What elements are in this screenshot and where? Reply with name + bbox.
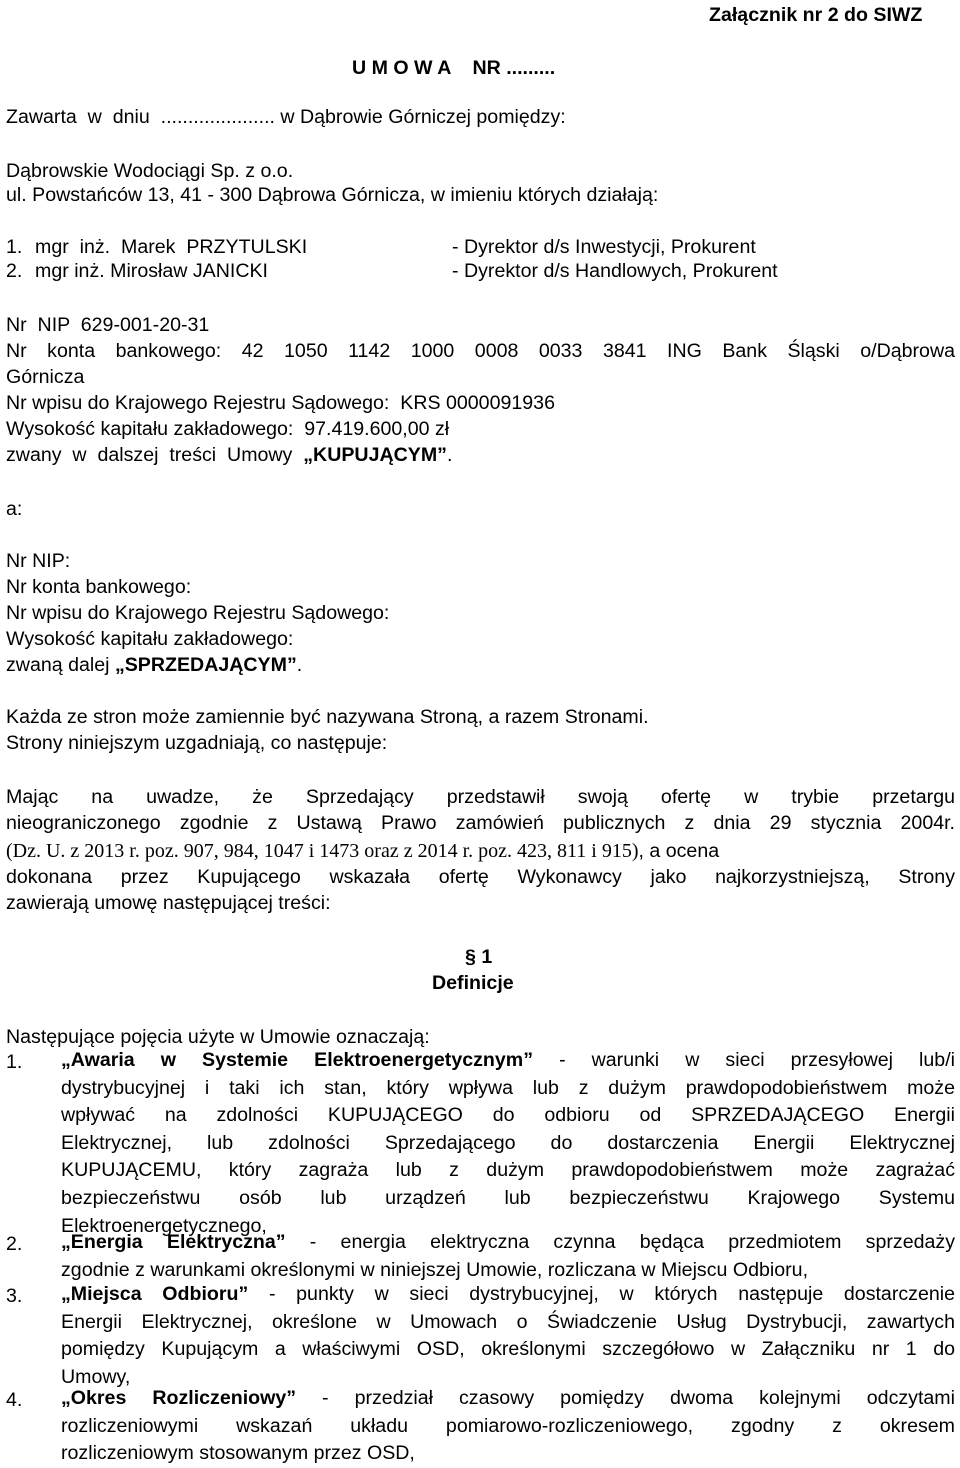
buyer-called-prefix: zwany w dalszej treści Umowy — [6, 444, 304, 466]
definition-1-line — [61, 1047, 955, 1075]
definition-1-num: 1. — [6, 1051, 23, 1073]
definition-4-num: 4. — [6, 1389, 23, 1411]
definition-1-line: Elektroenergetycznego, — [61, 1214, 267, 1237]
buyer-called — [6, 442, 452, 468]
definition-1-line: KUPUJĄCEMU, który zagraża lub z dużym prawdopodobieństwem może zagrażać — [61, 1159, 955, 1182]
seller-nip: Nr NIP: — [6, 550, 71, 572]
intro-line-1: Mając na uwadze, że Sprzedający przedstawił swoją ofertę w trybie przetargu — [6, 786, 955, 808]
definition-3-line: Energii Elektrycznej, określone w Umowach o Świadczenie Usług Dystrybucji, zawartych — [61, 1310, 955, 1333]
parties-line-1: Każda ze stron może zamiennie być nazywana Stroną, a razem Stronami. — [6, 706, 649, 728]
definition-3-line: Umowy, — [61, 1365, 131, 1388]
buyer-address: ul. Powstańców 13, 41 - 300 Dąbrowa Górnicza, w imieniu których działają: — [6, 184, 659, 206]
and-label: a: — [6, 498, 23, 520]
attachment-label: Załącznik nr 2 do SIWZ — [709, 4, 923, 26]
intro-line-5: zawierają umowę następującej treści: — [6, 892, 331, 914]
intro-line-3 — [6, 838, 719, 864]
seller-called-prefix: zwaną dalej — [6, 654, 115, 676]
buyer-account-line1: Nr konta bankowego: 42 1050 1142 1000 0008 0033 3841 ING Bank Śląski o/Dąbrowa — [6, 340, 955, 362]
definition-1-text: - warunki w sieci przesyłowej lub/i — [533, 1049, 955, 1071]
buyer-account-line2: Górnicza — [6, 366, 85, 388]
intro-line-3-rest: , a ocena — [638, 840, 720, 862]
definitions-intro: Następujące pojęcia użyte w Umowie oznaczają: — [6, 1026, 430, 1048]
definition-4-line: rozliczeniowym stosowanym przez OSD, — [61, 1442, 415, 1465]
rep-2-name: mgr inż. Mirosław JANICKI — [35, 260, 268, 282]
buyer-name: Dąbrowskie Wodociągi Sp. z o.o. — [6, 160, 294, 182]
rep-2-role: - Dyrektor d/s Handlowych, Prokurent — [452, 260, 778, 282]
seller-called-suffix: . — [296, 654, 303, 676]
buyer-nip: Nr NIP 629-001-20-31 — [6, 314, 210, 336]
contract-title: U M O W A NR ......... — [352, 57, 556, 79]
definition-3-line — [61, 1281, 955, 1309]
parties-line-2: Strony niniejszym uzgadniają, co następuje: — [6, 732, 388, 754]
definition-1-line: wpływać na zdolności KUPUJĄCEGO do odbioru od SPRZEDAJĄCEGO Energii — [61, 1104, 955, 1127]
definition-1-line: dystrybucyjnej i taki ich stan, który wpływa lub z dużym prawdopodobieństwem może — [61, 1076, 955, 1099]
definition-1-line: Elektrycznej, lub zdolności Sprzedającego do dostarczenia Energii Elektrycznej — [61, 1131, 955, 1154]
rep-1-num: 1. — [6, 236, 23, 258]
seller-called-name: „SPRZEDAJĄCYM” — [114, 654, 297, 676]
concluded-line: Zawarta w dniu ..................... w Dąbrowie Górniczej pomiędzy: — [6, 106, 566, 128]
definition-1-line: bezpieczeństwu osób lub urządzeń lub bezpieczeństwu Krajowego Systemu — [61, 1186, 955, 1209]
definition-3-line: pomiędzy Kupującym a właściwymi OSD, określonymi szczegółowo w Załączniku nr 1 do — [61, 1338, 955, 1361]
definition-4-line — [61, 1385, 955, 1413]
definition-3 — [61, 1281, 955, 1391]
definition-3-text: - punkty w sieci dystrybucyjnej, w których następuje dostarczenie — [248, 1283, 955, 1305]
intro-line-2: nieograniczonego zgodnie z Ustawą Prawo zamówień publicznych z dnia 29 stycznia 2004r. — [6, 812, 955, 834]
rep-1-role: - Dyrektor d/s Inwestycji, Prokurent — [452, 236, 756, 258]
seller-krs: Nr wpisu do Krajowego Rejestru Sądowego: — [6, 602, 390, 624]
rep-1-name: mgr inż. Marek PRZYTULSKI — [35, 236, 308, 258]
definition-4 — [61, 1385, 955, 1468]
definition-2-text: - energia elektryczna czynna będąca przedmiotem sprzedaży — [285, 1231, 955, 1253]
definition-3-term: „Miejsca Odbioru” — [61, 1283, 249, 1305]
rep-2-num: 2. — [6, 260, 23, 282]
definition-4-term: „Okres Rozliczeniowy” — [61, 1387, 297, 1409]
buyer-called-name: „KUPUJĄCYM” — [303, 444, 447, 466]
definition-1 — [61, 1047, 955, 1240]
seller-called — [6, 652, 302, 678]
definition-4-text: - przedział czasowy pomiędzy dwoma kolejnymi odczytami — [296, 1387, 955, 1409]
intro-line-4: dokonana przez Kupującego wskazała ofertę Wykonawcy jako najkorzystniejszą, Strony — [6, 866, 955, 888]
definition-3-num: 3. — [6, 1285, 23, 1307]
definition-1-term: „Awaria w Systemie Elektroenergetycznym” — [61, 1049, 534, 1071]
intro-legal-ref: (Dz. U. z 2013 r. poz. 907, 984, 1047 i 1473 oraz z 2014 r. poz. 423, 811 i 915) — [6, 840, 639, 862]
definition-4-line: rozliczeniowymi wskazań układu pomiarowo-rozliczeniowego, zgodny z okresem — [61, 1414, 955, 1437]
buyer-called-suffix: . — [446, 444, 453, 466]
definition-2 — [61, 1229, 955, 1284]
seller-capital: Wysokość kapitału zakładowego: — [6, 628, 294, 650]
definition-2-line — [61, 1229, 955, 1257]
section-number: § 1 — [465, 946, 493, 968]
definition-2-line: zgodnie z warunkami określonymi w niniejszej Umowie, rozliczana w Miejscu Odbioru, — [61, 1258, 809, 1281]
buyer-capital: Wysokość kapitału zakładowego: 97.419.600,00 zł — [6, 418, 450, 440]
buyer-krs: Nr wpisu do Krajowego Rejestru Sądowego: KRS 0000091936 — [6, 392, 555, 414]
definition-2-term: „Energia Elektryczna” — [61, 1231, 286, 1253]
section-title: Definicje — [432, 972, 514, 994]
definition-2-num: 2. — [6, 1233, 23, 1255]
seller-account: Nr konta bankowego: — [6, 576, 192, 598]
